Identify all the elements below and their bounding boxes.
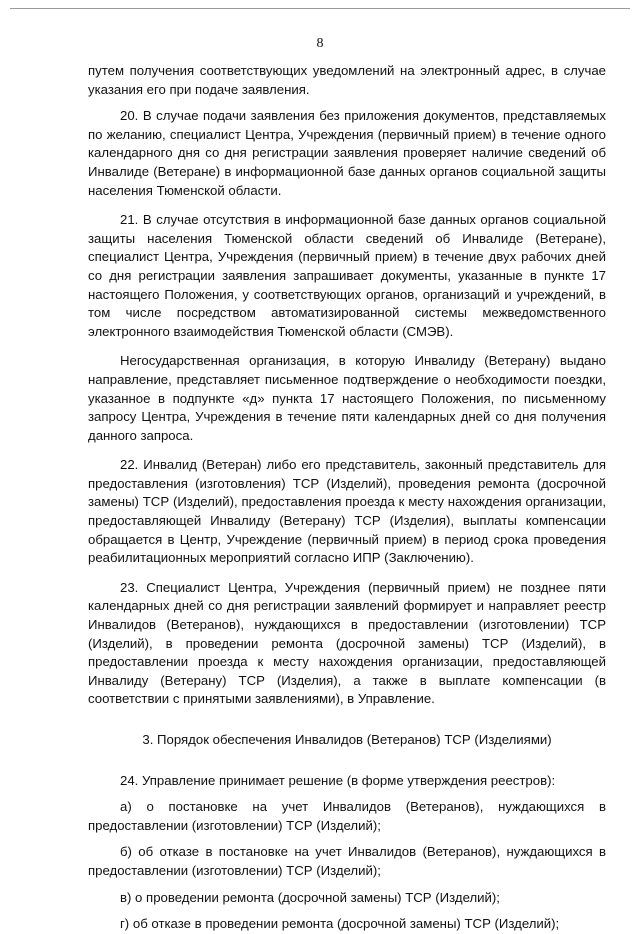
list-item-b: б) об отказе в постановке на учет Инвалидов (Ветеранов), нуждающихся в предоставлении (изготовлении) ТСР (Изделий); xyxy=(88,844,606,878)
paragraph-23: 23. Специалист Центра, Учреждения (первичный прием) не позднее пяти календарных дней со дня регистрации заявлений формирует и направляет реестр Инвалидов (Ветеранов), нуждающихся в предоставлении (изготовлении) ТСР (Изделий), в проведении ремонта (досрочной замены) ТСР (Изделий), в предоставлении проезда к месту нахождения организации, предоставляющей Инвалиду (Ветерану) ТСР (Изделия), а также в выплате компенсации (в соответствии с принятыми заявлениями), в Управление. xyxy=(88,579,606,707)
list-item-g: г) об отказе в проведении ремонта (досрочной замены) ТСР (Изделий); xyxy=(120,916,560,932)
section-heading: 3. Порядок обеспечения Инвалидов (Ветеранов) ТСР (Изделиями) xyxy=(142,732,552,747)
paragraph-continuation: путем получения соответствующих уведомлений на электронный адрес, в случае указания его при подаче заявления. xyxy=(88,63,606,97)
page-number: 8 xyxy=(316,36,324,51)
paragraph-24: 24. Управление принимает решение (в форме утверждения реестров): xyxy=(120,772,556,788)
list-item-a: а) о постановке на учет Инвалидов (Ветеранов), нуждающихся в предоставлении (изготовлении) ТСР (Изделий); xyxy=(88,799,606,833)
paragraph-22: 22. Инвалид (Ветеран) либо его представитель, законный представитель для предоставления (изготовления) ТСР (Изделий), проведения ремонта (досрочной замены) ТСР (Изделий), предоставления проезда к месту нахождения организации, предоставляющей Инвалиду (Ветерану) ТСР (Изделия), выплаты компенсации обращается в Центр, Учреждение (первичный прием) в период срока проведения реабилитационных мероприятий согласно ИПР (Заключению). xyxy=(88,457,606,566)
paragraph-20: 20. В случае подачи заявления без приложения документов, представляемых по желанию, специалист Центра, Учреждения (первичный прием) в течение одного календарного дня со дня регистрации заявления проверяет наличие сведений об Инвалиде (Ветеране) в информационной базе данных органов социальной защиты населения Тюменской области. xyxy=(88,108,606,198)
top-border-line xyxy=(10,8,630,9)
list-item-v: в) о проведении ремонта (досрочной замены) ТСР (Изделий); xyxy=(120,889,500,905)
document-body xyxy=(88,62,606,934)
paragraph-non-state-organization: Негосударственная организация, в которую Инвалиду (Ветерану) выдано направление, представляет письменное подтверждение о необходимости поездки, указанное в подпункте «д» пункта 17 настоящего Положения, по письменному запросу Центра, Учреждения в течение пяти календарных дней со дня получения данного запроса. xyxy=(88,353,606,443)
paragraph-21: 21. В случае отсутствия в информационной базе данных органов социальной защиты населения Тюменской области сведений об Инвалиде (Ветеране), специалист Центра, Учреждения (первичный прием) в течение двух рабочих дней со дня регистрации заявления запрашивает документы, указанные в пункте 17 настоящего Положения, у соответствующих органов, организаций и учреждений, в том числе посредством автоматизированной системы межведомственного электронного взаимодействия Тюменской области (СМЭВ). xyxy=(88,212,606,339)
